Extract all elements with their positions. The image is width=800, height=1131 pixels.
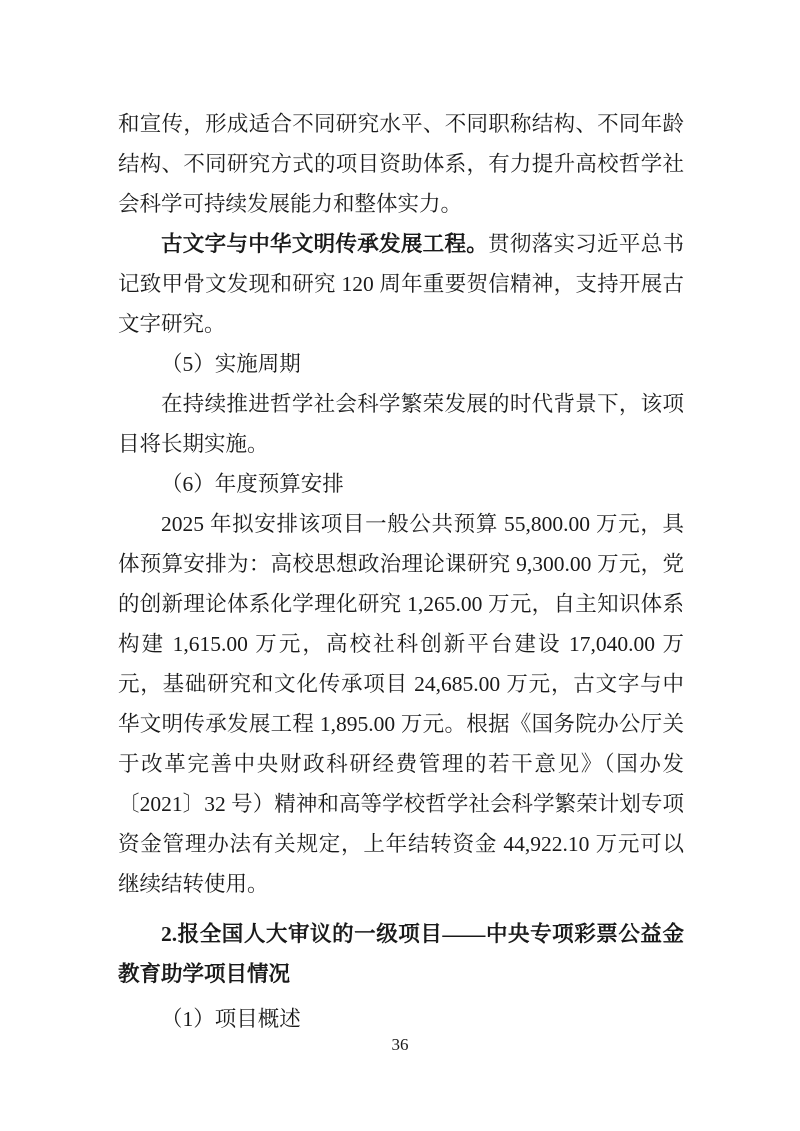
page-number: 36 (391, 1035, 409, 1054)
paragraph-annual-budget-body (118, 504, 684, 904)
text-run: （1）项目概述 (161, 1007, 301, 1031)
paragraph-item-1-project-overview-heading (118, 999, 684, 1039)
text-run: 和宣传，形成适合不同研究水平、不同职称结构、不同年龄结构、不同研究方式的项目资助体系，有力提升高校哲学社会科学可持续发展能力和整体实力。 (118, 112, 684, 216)
text-run: 在持续推进哲学社会科学繁荣发展的时代背景下，该项目将长期实施。 (118, 392, 684, 456)
paragraph-continuation-research-funding-system (118, 104, 684, 224)
paragraph-item-6-annual-budget-heading (118, 464, 684, 504)
paragraph-ancient-script-civilization-program (118, 224, 684, 344)
text-run-bold: 古文字与中华文明传承发展工程。 (161, 232, 489, 256)
paragraph-item-5-implementation-period-heading (118, 344, 684, 384)
paragraph-section-2-lottery-fund-heading (118, 914, 684, 994)
paragraph-implementation-period-body (118, 384, 684, 464)
text-run: 2025 年拟安排该项目一般公共预算 55,800.00 万元，具体预算安排为：高校思想政治理论课研究 9,300.00 万元，党的创新理论体系化学理化研究 1,265.00 万元，自主知识体系构建 1,615.00 万元，高校社科创新平台建设 17,040.00 万元，基础研究和文化传承项目 24,685.00 万元，古文字与中华文明传承发展工程 1,895.00 万元。根据《国务院办公厅关于改革完善中央财政科研经费管理的若干意见》（国办发〔2021〕32 号）精神和高等学校哲学社会科学繁荣计划专项资金管理办法有关规定，上年结转资金 44,922.10 万元可以继续结转使用。 (118, 512, 684, 896)
text-run: （6）年度预算安排 (161, 472, 344, 496)
document-content (118, 104, 684, 1039)
text-run: 贯彻落实习近平总书记致甲骨文发现和研究 120 周年重要贺信精神，支持开展古文字研究。 (118, 232, 684, 336)
text-run: （5）实施周期 (161, 352, 301, 376)
text-run-bold: 2.报全国人大审议的一级项目——中央专项彩票公益金教育助学项目情况 (118, 922, 684, 986)
